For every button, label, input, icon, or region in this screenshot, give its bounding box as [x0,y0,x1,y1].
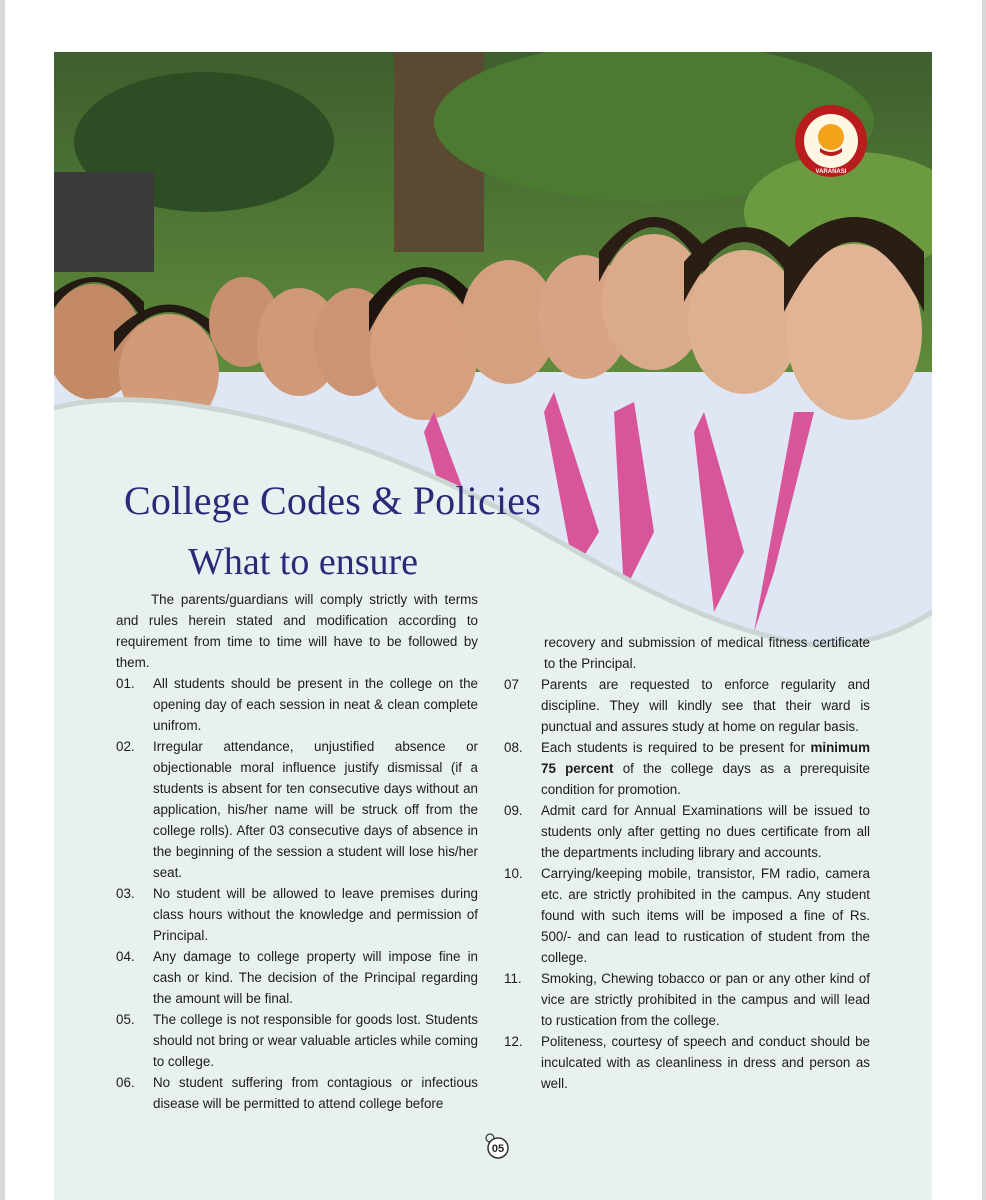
item-text [541,737,870,800]
item-number: 07 [504,677,519,692]
item-number: 12. [504,1034,523,1049]
item-text: Irregular attendance, unjustified absence or objectionable moral influence justify dismissal (if a students is absent for ten consecutive days without an application, his/her name will be struck off from the college rolls). After 03 consecutive days of absence in the beginning of the session a student will lose his/her seat. [153,739,478,880]
item-number: 10. [504,866,523,881]
policy-item [504,737,870,800]
item-text: The college is not responsible for goods lost. Students should not bring or wear valuable articles while coming to college. [153,1012,478,1069]
policy-item [504,968,870,1031]
left-frame-edge [0,0,5,1200]
right-frame-edge [982,0,986,1200]
right-text-column [504,632,870,1094]
college-seal-logo [794,104,868,178]
item-text: Carrying/keeping mobile, transistor, FM radio, camera etc. are strictly prohibited in the campus. Any student found with such items will be imposed a fine of Rs. 500/- and can lead to rustication of student from the college. [541,866,870,965]
item-number: 11. [504,971,522,986]
policy-item [116,736,478,883]
item-text: No student will be allowed to leave premises during class hours without the knowledge and permission of Principal. [153,886,478,943]
intro-paragraph: The parents/guardians will comply strictly with terms and rules herein stated and modification according to requirement from time to time will have to be followed by them. [116,592,478,670]
item-text: No student suffering from contagious or infectious disease will be permitted to attend college before [153,1075,478,1111]
item-number: 09. [504,803,523,818]
policy-item [116,883,478,946]
item-text: Parents are requested to enforce regularity and discipline. They will kindly see that their ward is punctual and assures study at home on regular basis. [541,677,870,734]
page-subtitle: What to ensure [188,541,419,583]
item-text: Admit card for Annual Examinations will be issued to students only after getting no dues certificate from all the departments including library and accounts. [541,803,870,860]
page-number: 05 [491,1143,505,1155]
left-text-column [116,589,478,1114]
policy-item [504,863,870,968]
item-text: Politeness, courtesy of speech and conduct should be inculcated with as cleanliness in dress and person as well. [541,1034,870,1091]
page-title: College Codes & Policies [124,478,541,523]
item-text: Any damage to college property will impose fine in cash or kind. The decision of the Principal regarding the amount will be final. [153,949,478,1006]
policy-item [504,800,870,863]
item-number: 06. [116,1075,135,1090]
item-number: 04. [116,949,135,964]
item-number: 01. [116,676,135,691]
brochure-page [54,52,932,1200]
item-number: 02. [116,739,135,754]
policy-item [116,1009,478,1072]
item-number: 08. [504,740,523,755]
policy-item [116,1072,478,1114]
policy-item [116,946,478,1009]
attendance-requirement: minimum 75 percent [541,740,870,776]
seal-city-text: VARANASI [815,169,847,175]
policy-item [116,673,478,736]
item-continuation: recovery and submission of medical fitness certificate to the Principal. [544,635,870,671]
item-text: All students should be present in the college on the opening day of each session in neat & clean complete unifrom. [153,676,478,733]
item-text-before: Each students is required to be present for [541,740,811,755]
item-number: 03. [116,886,135,901]
item-text-after: of the college days as a prerequisite condition for promotion. [541,761,870,797]
item-text: Smoking, Chewing tobacco or pan or any other kind of vice are strictly prohibited in the campus and will lead to rustication from the college. [541,971,870,1028]
policy-item [504,674,870,737]
item-number: 05. [116,1012,135,1027]
page-number-badge [482,1130,512,1160]
policy-item [504,1031,870,1094]
